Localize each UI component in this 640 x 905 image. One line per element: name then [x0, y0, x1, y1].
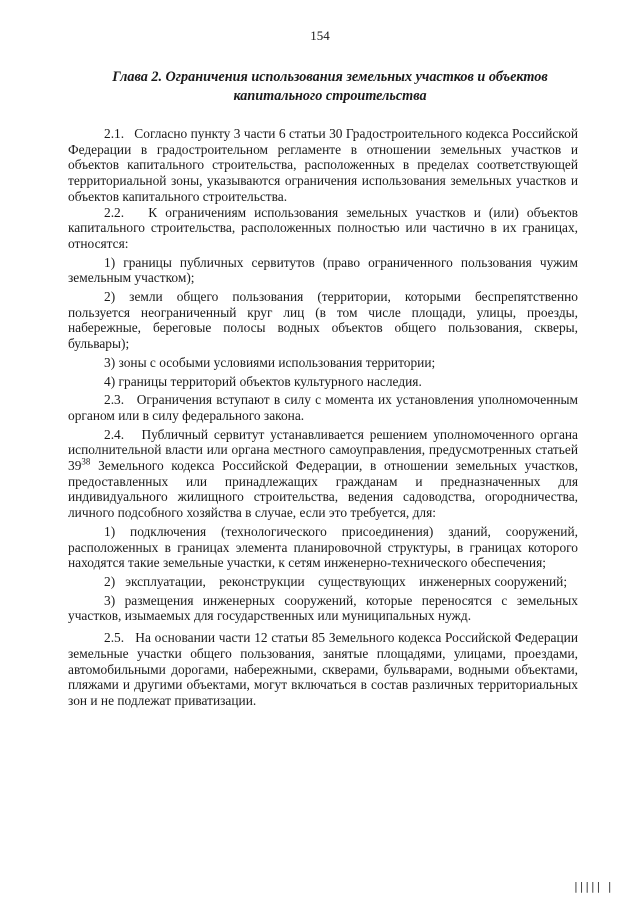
- chapter-title: Глава 2. Ограничения использования земельных участков и объектов капитального строительства: [112, 69, 548, 104]
- list-item-2-2-3: 3) зоны с особыми условиями использования территории;: [104, 354, 436, 370]
- scan-barcode-mark: ||||| |: [572, 880, 612, 893]
- list-item-2-2-2: 2) земли общего пользования (территории, которыми беспрепятственно пользуется неограниченный круг лиц (в том числе площади, улицы, проезды, набережные, береговые полосы водных объектов общего пользования, скверы, бульвары);: [68, 289, 578, 352]
- paragraph-2-4-text-a: 2.4. Публичный сервитут устанавливается решением уполномоченного органа исполнительной власти или органа местного самоуправления, предусмотренных статьей 39: [68, 426, 578, 474]
- page-number: 154: [310, 28, 330, 43]
- paragraph-2-4: [68, 427, 578, 521]
- paragraph-2-1: 2.1. Согласно пункту 3 части 6 статьи 30 Градостроительного кодекса Российской Федерации в градостроительном регламенте в отношении земельных участков и объектов капитального строительства, расположенных в пределах соответствующей территориальной зоны, указываются ограничения использования земельных участков и объектов капитального строительства.: [68, 126, 578, 204]
- list-item-2-4-2: 2) эксплуатации, реконструкции существующих инженерных сооружений;: [104, 573, 568, 589]
- article-superscript: 38: [81, 456, 91, 467]
- paragraph-2-4-text-b: Земельного кодекса Российской Федерации, в отношении земельных участков, предоставленных или принадлежащих гражданам и предназначенных для индивидуального жилищного строительства, ведения садоводства, огородничества, личного подсобного хозяйства в случае, если это требуется, для:: [68, 458, 578, 521]
- paragraph-2-2: 2.2. К ограничениям использования земельных участков и (или) объектов капитального строительства, расположенных полностью или частично в их границах, относятся:: [68, 204, 578, 251]
- paragraph-2-5: 2.5. На основании части 12 статьи 85 Земельного кодекса Российской Федерации земельные участки общего пользования, занятые площадями, улицами, проездами, автомобильными дорогами, набережными, скверами, бульварами, водными объектами, пляжами и другими объектами, могут включаться в состав различных территориальных зон и не подлежат приватизации.: [68, 630, 578, 708]
- paragraph-2-3: 2.3. Ограничения вступают в силу с момента их установления уполномоченным органом или в силу федерального закона.: [68, 392, 578, 423]
- list-item-2-2-1: 1) границы публичных сервитутов (право ограниченного пользования чужим земельным участком);: [68, 254, 578, 286]
- list-item-2-4-1: 1) подключения (технологического присоединения) зданий, сооружений, расположенных в границах элемента планировочной структуры, в границах которого находятся такие земельные участки, к сетям инженерно-технического обеспечения;: [68, 523, 578, 571]
- body-text: [68, 126, 578, 709]
- list-item-2-2-4: 4) границы территорий объектов культурного наследия.: [104, 373, 422, 389]
- list-item-2-4-3: 3) размещения инженерных сооружений, которые переносятся с земельных участков, изымаемых для государственных или муниципальных нужд.: [68, 592, 578, 624]
